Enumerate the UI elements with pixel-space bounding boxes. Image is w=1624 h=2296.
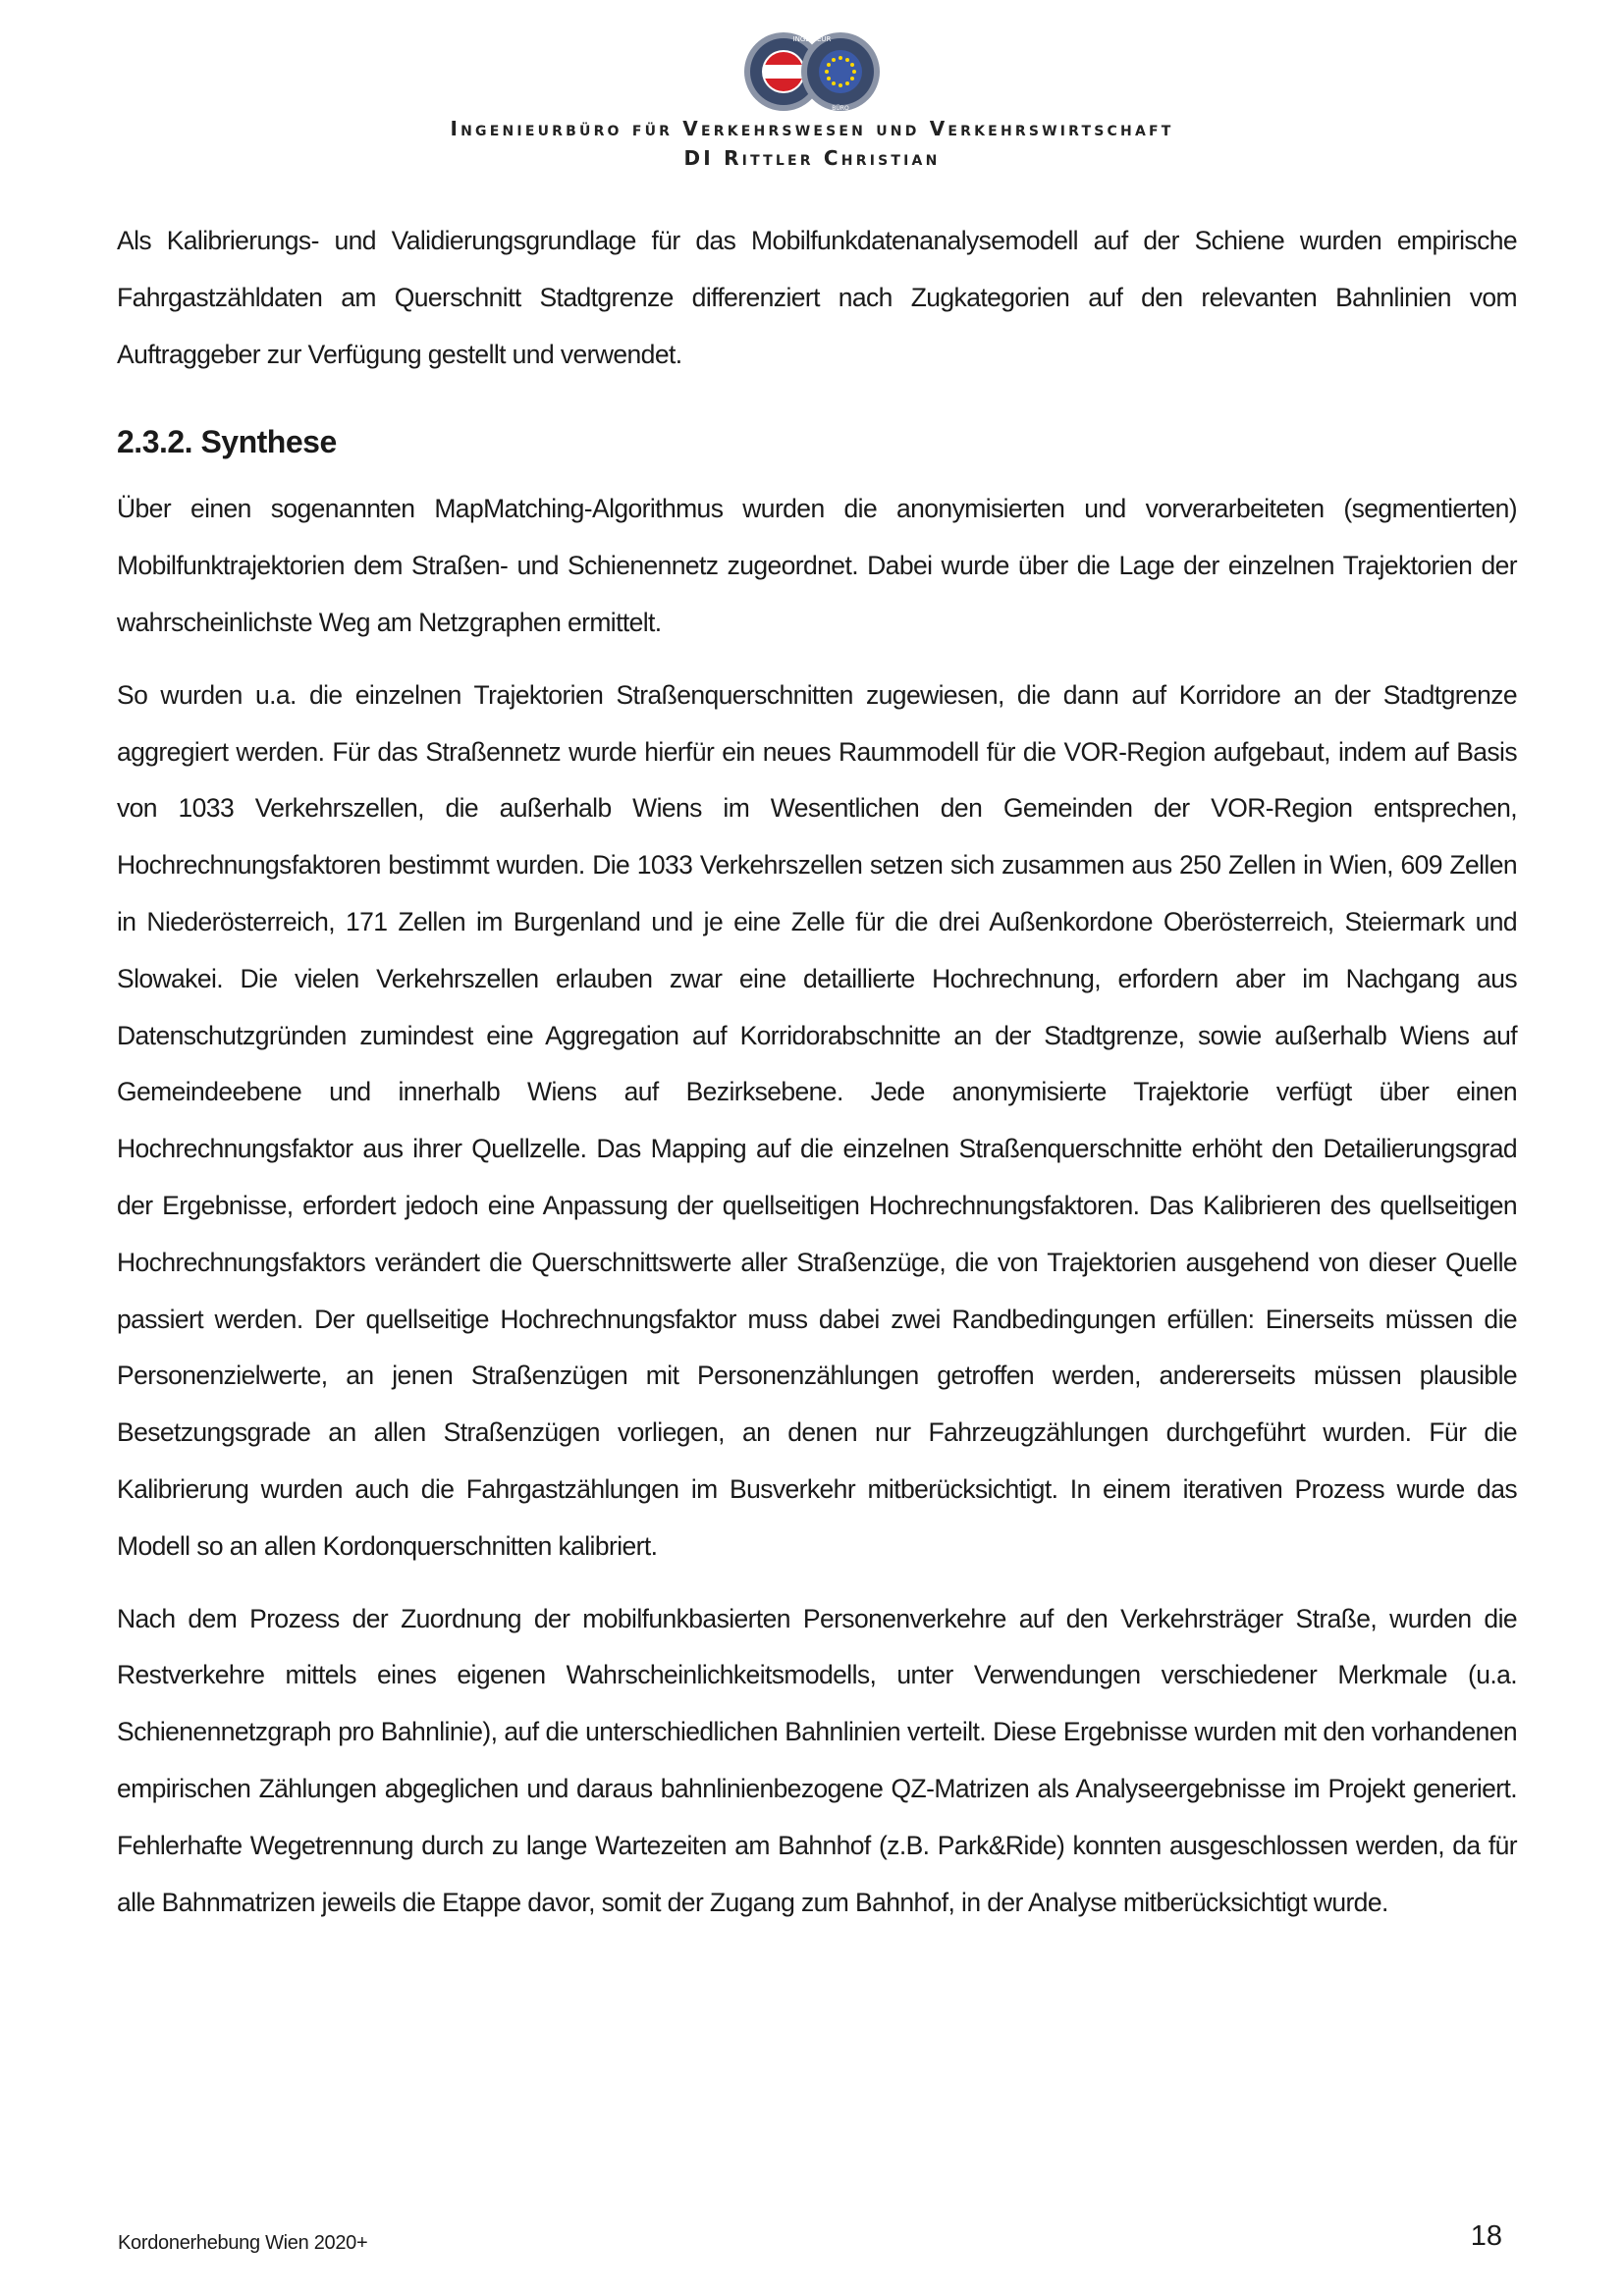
organization-owner: DI Rittler Christian xyxy=(683,146,941,170)
body-paragraph-2: So wurden u.a. die einzelnen Trajektorien Straßenquerschnitten zugewiesen, die dann auf Korridore an der Stadtgrenze aggregiert werden. Für das Straßennetz wurde hierfür ein neues Raummodell für die VOR-Region aufgebaut, indem auf Basis von 1033 Verkehrszellen, die außerhalb Wiens im Wesentlichen den Gemeinden der VOR-Region entsprechen, Hochrechnungsfaktoren bestimmt wurden. Die 1033 Verkehrszellen setzen sich zusammen aus 250 Zellen in Wien, 609 Zellen in Niederösterreich, 171 Zellen im Burgenland und je eine Zelle für die drei Außenkordone Oberösterreich, Steiermark und Slowakei. Die vielen Verkehrszellen erlauben zwar eine detaillierte Hochrechnung, erfordern aber im Nachgang aus Datenschutzgründen zumindest eine Aggregation auf Korridorabschnitte an der Stadtgrenze, sowie außerhalb Wiens auf Gemeindeebene und innerhalb Wiens auf Bezirksebene. Jede anonymisierte Trajektorie verfügt über einen Hochrechnungsfaktor aus ihrer Quellzelle. Das Mapping auf die einzelnen Straßenquerschnitte erhöht den Detailierungsgrad der Ergebnisse, erfordert jedoch eine Anpassung der quellseitigen Hochrechnungsfaktoren. Das Kalibrieren des quellseitigen Hochrechnungsfaktors verändert die Querschnittswerte aller Straßenzüge, die von Trajektorien ausgehend von dieser Quelle passiert werden. Der quellseitige Hochrechnungsfaktor muss dabei zwei Randbedingungen erfüllen: Einerseits müssen die Personenzielwerte, an jenen Straßenzügen mit Personenzählungen getroffen werden, andererseits müssen plausible Besetzungsgrade an allen Straßenzügen vorliegen, an denen nur Fahrzeugzählungen durchgeführt wurden. Für die Kalibrierung wurden auch die Fahrgastzählungen im Busverkehr mitberücksichtigt. In einem iterativen Prozess wurde das Modell so an allen Kordonquerschnitten kalibriert. xyxy=(117,679,1517,1561)
page-header xyxy=(0,29,1624,114)
body-paragraph-1: Über einen sogenannten MapMatching-Algorithmus wurden die anonymisierten und vorverarbeiteten (segmentierten) Mobilfunktrajektorien dem Straßen- und Schienennetz zugeordnet. Dabei wurde über die Lage der einzelnen Trajektorien der wahrscheinlichste Weg am Netzgraphen ermittelt. xyxy=(117,494,1517,637)
footer-document-title: Kordonerhebung Wien 2020+ xyxy=(118,2232,368,2254)
section-heading: 2.3.2. Synthese xyxy=(117,424,337,460)
intro-paragraph: Als Kalibrierungs- und Validierungsgrundlage für das Mobilfunkdatenanalysemodell auf der Schiene wurden empirische Fahrgastzähldaten am Querschnitt Stadtgrenze differenziert nach Zugkategorien auf den relevanten Bahnlinien vom Auftraggeber zur Verfügung gestellt und verwendet. xyxy=(117,226,1517,369)
logo-text-top: INGENIEUR xyxy=(792,35,832,43)
organization-name: Ingenieurbüro für Verkehrswesen und Verkehrswirtschaft xyxy=(450,117,1174,140)
company-logo-icon xyxy=(738,29,886,114)
logo-text-bottom: BÜRO xyxy=(832,105,849,112)
body-paragraph-3: Nach dem Prozess der Zuordnung der mobilfunkbasierten Personenverkehre auf den Verkehrsträger Straße, wurden die Restverkehre mittels eines eigenen Wahrscheinlichkeitsmodells, unter Verwendungen verschiedener Merkmale (u.a. Schienennetzgraph pro Bahnlinie), auf die unterschiedlichen Bahnlinien verteilt. Diese Ergebnisse wurden mit den vorhandenen empirischen Zählungen abgeglichen und daraus bahnlinienbezogene QZ-Matrizen als Analyseergebnisse im Projekt generiert. Fehlerhafte Wegetrennung durch zu lange Wartezeiten am Bahnhof (z.B. Park&Ride) konnten ausgeschlossen werden, da für alle Bahnmatrizen jeweils die Etappe davor, somit der Zugang zum Bahnhof, in der Analyse mitberücksichtigt wurde. xyxy=(117,1603,1517,1917)
page-content xyxy=(117,213,1517,1931)
page-number: 18 xyxy=(1470,2220,1502,2252)
